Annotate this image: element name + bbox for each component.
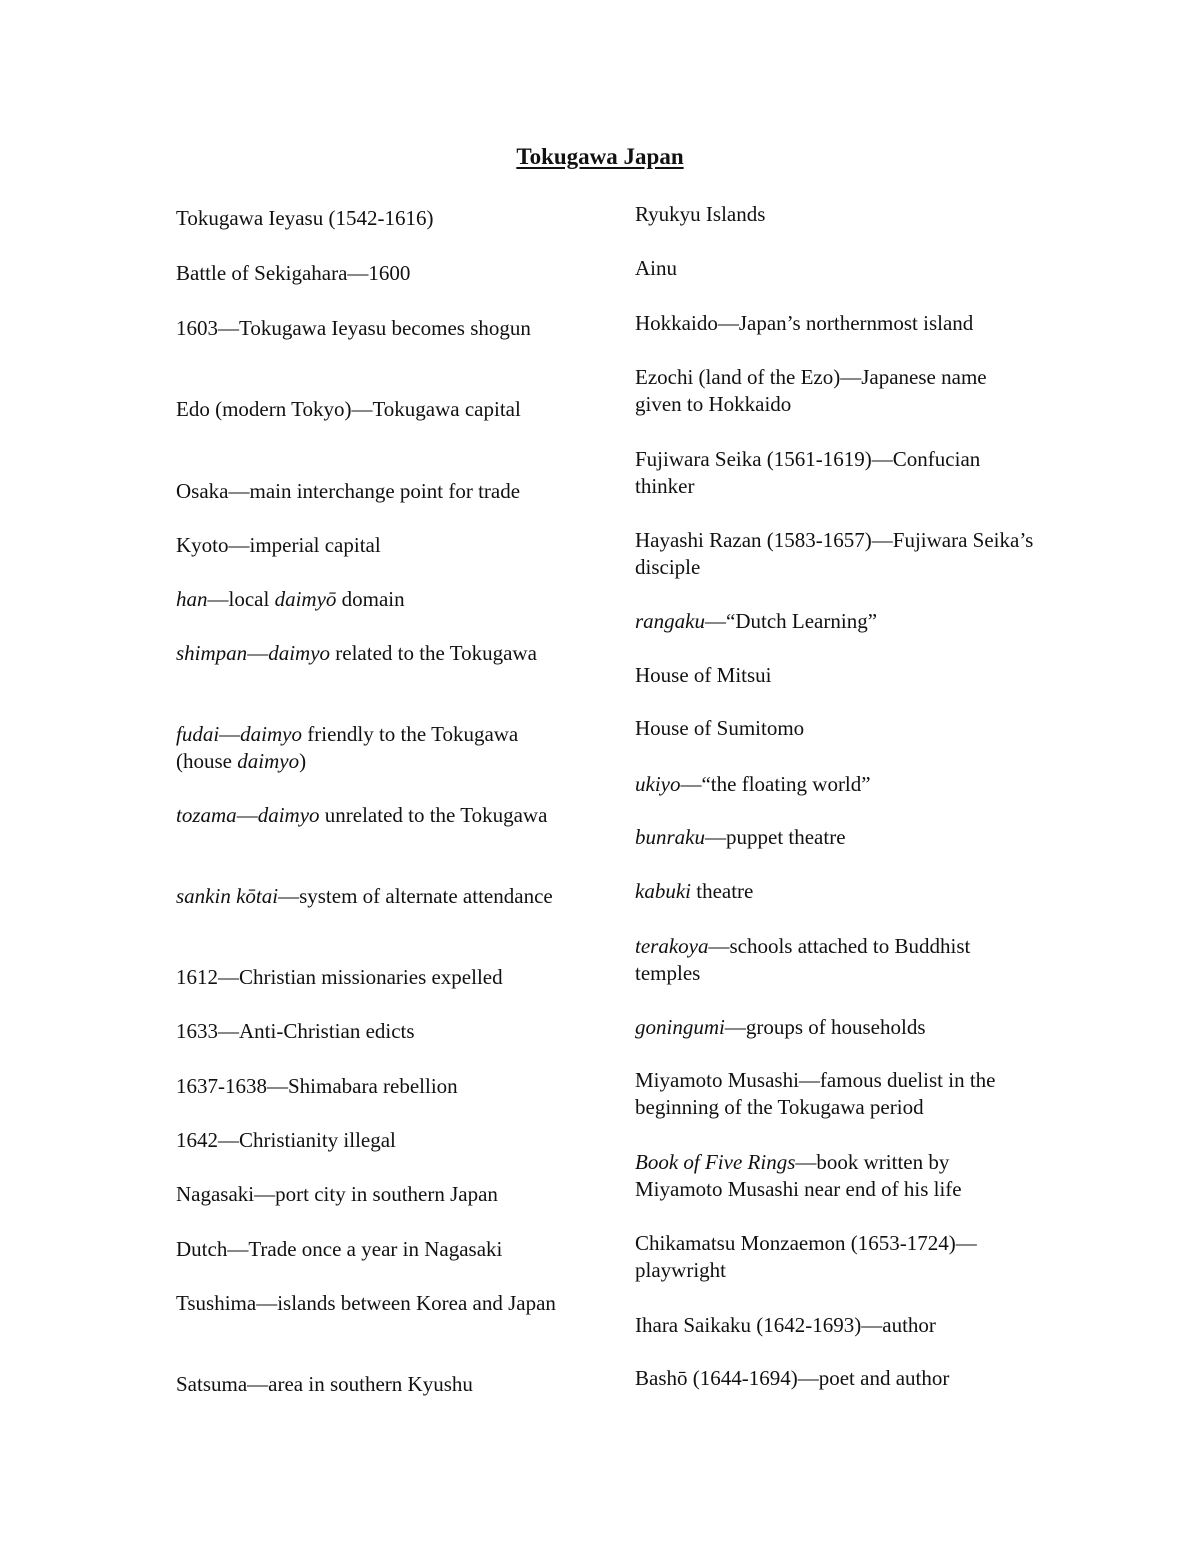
list-item [635,878,1035,905]
list-item [176,396,576,423]
list-item [635,662,1035,689]
term-text: terakoya [635,934,709,958]
list-item [635,201,1035,228]
entry-text: Hokkaido—Japan’s northernmost island [635,311,974,335]
entry-text: unrelated to the Tokugawa [319,803,548,827]
entry-text: Tokugawa Ieyasu (1542-1616) [176,206,434,230]
page-title: Tokugawa Japan [516,144,684,169]
term-text: daimyo [268,641,331,665]
term-text: han [176,587,208,611]
term-text: tozama [176,803,237,827]
term-text: bunraku [635,825,705,849]
list-item [176,883,576,910]
entry-text: House of Mitsui [635,663,772,687]
list-item [176,1290,576,1317]
entry-text: domain [336,587,405,611]
entry-text: —“the floating world” [680,772,871,796]
entry-text: Chikamatsu Monzaemon (1653-1724)—playwright [635,1231,977,1282]
term-text: daimyō [274,587,337,611]
entry-text: Dutch—Trade once a year in Nagasaki [176,1237,503,1261]
term-text: fudai [176,722,220,746]
list-item [176,964,576,991]
entry-text: Ainu [635,256,677,280]
list-item [176,1181,576,1208]
list-item [176,478,576,505]
term-text: goningumi [635,1015,725,1039]
entry-text: Ezochi (land of the Ezo)—Japanese name given to Hokkaido [635,365,987,416]
list-item [176,205,576,232]
entry-text: House of Sumitomo [635,716,805,740]
list-item [176,802,576,829]
entry-text: ) [299,749,307,773]
entry-text: Miyamoto Musashi—famous duelist in the beginning of the Tokugawa period [635,1068,996,1119]
entry-text: Nagasaki—port city in southern Japan [176,1182,498,1206]
entry-text: Bashō (1644-1694)—poet and author [635,1366,950,1390]
list-item [176,532,576,559]
entry-text: —puppet theatre [705,825,846,849]
entry-text: —book written by Miyamoto Musashi near end of his life [635,1150,962,1201]
entry-text: — [219,722,241,746]
list-item [176,1371,576,1398]
list-item [635,364,1035,418]
entry-text: —“Dutch Learning” [705,609,878,633]
list-item [635,824,1035,851]
entry-text: — [247,641,269,665]
list-item [635,1230,1035,1284]
entry-text: —local [207,587,275,611]
entry-text: Ryukyu Islands [635,202,766,226]
list-item [176,315,576,342]
term-text: daimyo [240,722,302,746]
list-item [176,1127,576,1154]
entry-text: Fujiwara Seika (1561-1619)—Confucian thinker [635,447,981,498]
entry-text: Hayashi Razan (1583-1657)—Fujiwara Seika’s disciple [635,528,1034,579]
list-item [635,255,1035,282]
entry-text: —schools attached to Buddhist temples [635,934,971,985]
list-item [176,1073,576,1100]
entry-text: Tsushima—islands between Korea and Japan [176,1291,556,1315]
entry-text: — [236,803,258,827]
entry-text: 1603—Tokugawa Ieyasu becomes shogun [176,316,531,340]
term-text: ukiyo [635,772,681,796]
list-item [176,721,576,775]
term-text: daimyo [257,803,320,827]
entry-text: Osaka—main interchange point for trade [176,479,521,503]
list-item [635,608,1035,635]
term-text: Book of Five Rings [635,1150,796,1174]
term-text: rangaku [635,609,705,633]
entry-text: Satsuma—area in southern Kyushu [176,1372,473,1396]
list-item [635,715,1035,742]
term-text: shimpan [176,641,248,665]
list-item [635,1312,1035,1339]
entry-text: Kyoto—imperial capital [176,533,381,557]
entry-text: Battle of Sekigahara—1600 [176,261,411,285]
list-item [635,1365,1035,1392]
list-item [176,586,576,613]
entry-text: 1642—Christianity illegal [176,1128,396,1152]
list-item [635,1149,1035,1203]
entry-text: related to the Tokugawa [330,641,537,665]
list-item [176,1236,576,1263]
list-item [635,527,1035,581]
list-item [635,1014,1035,1041]
list-item [635,1067,1035,1121]
entry-text: 1633—Anti-Christian edicts [176,1019,415,1043]
list-item [176,640,576,667]
entry-text: —groups of households [724,1015,926,1039]
term-text: kabuki [635,879,691,903]
list-item [635,310,1035,337]
entry-text: 1612—Christian missionaries expelled [176,965,503,989]
entry-text: Edo (modern Tokyo)—Tokugawa capital [176,397,521,421]
entry-text: friendly to the Tokugawa (house [176,722,519,773]
list-item [635,771,1035,798]
entry-text: —system of alternate attendance [278,884,553,908]
entry-text: Ihara Saikaku (1642-1693)—author [635,1313,936,1337]
list-item [176,1018,576,1045]
entry-text: theatre [690,879,754,903]
list-item [635,933,1035,987]
list-item [635,446,1035,500]
term-text: daimyo [237,749,300,773]
list-item [176,260,576,287]
term-text: sankin kōtai [176,884,279,908]
entry-text: 1637-1638—Shimabara rebellion [176,1074,458,1098]
